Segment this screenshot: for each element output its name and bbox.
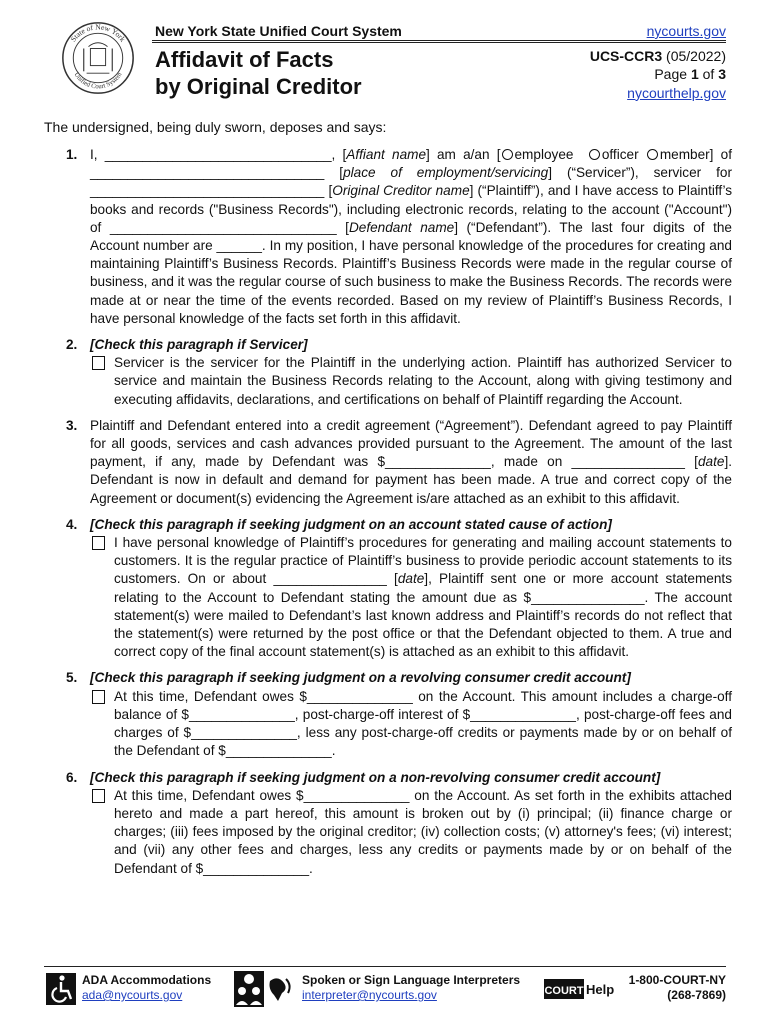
accessibility-icon bbox=[46, 973, 76, 1005]
title-line-1: Affidavit of Facts bbox=[155, 47, 334, 72]
ada-email-link[interactable]: ada@nycourts.gov bbox=[82, 988, 183, 1002]
interpreter-email-link[interactable]: interpreter@nycourts.gov bbox=[302, 988, 437, 1002]
phone-info bbox=[629, 973, 726, 1003]
paragraph-5: 5. [Check this paragraph if seeking judgment on a revolving consumer credit account] At this time, Defendant owes $______________ on the Account. This amount includes a charge-off balance of $______________, post-charge-off interest of $______________, post-charge-off fees and charges of $______________, less any post-charge-off credits or payments made by or on behalf of the Defendant of $______________. bbox=[66, 670, 732, 759]
revolving-credit-checkbox[interactable] bbox=[92, 690, 105, 704]
state-seal-logo bbox=[60, 20, 136, 96]
nycourts-link[interactable]: nycourts.gov bbox=[646, 23, 726, 39]
header-meta bbox=[590, 22, 726, 102]
interpreter-icon bbox=[234, 971, 296, 1007]
court-help-logo bbox=[544, 977, 618, 1001]
phone-number: (268-7869) bbox=[667, 988, 726, 1002]
phone-label: 1-800-COURT-NY bbox=[628, 973, 726, 987]
employee-radio[interactable] bbox=[502, 149, 513, 160]
paragraph-5-heading: [Check this paragraph if seeking judgment on a revolving consumer credit account] bbox=[90, 670, 631, 686]
interpreter-title: Spoken or Sign Language Interpreters bbox=[302, 973, 521, 987]
paragraph-2-heading: [Check this paragraph if Servicer] bbox=[90, 337, 308, 353]
page-indicator: Page 1 of 3 bbox=[654, 66, 726, 82]
title-line-2: by Original Creditor bbox=[155, 74, 362, 99]
svg-text:State of New York: State of New York bbox=[68, 22, 128, 44]
svg-text:COURT: COURT bbox=[544, 985, 584, 997]
paragraph-6: 6. [Check this paragraph if seeking judgment on a non-revolving consumer credit account] At this time, Defendant owes $______________ on the Account. As set forth in the exhibits attached hereto and made a part hereof, this amount is broken out by (i) principal; (ii) finance charge or charges; (iii) fees imposed by the original creditor; (iv) collection costs; (v) attorney's fees; (vi) interest; and (vii) any other fees and charges, less any credits or payments made by or on behalf of the Defendant of $______________. bbox=[66, 769, 732, 876]
paragraph-1: 1. I, ______________________________, [Affiant name] am a/an [ employee officer member] of _______________________________ [place of employment/servicing] (“Servicer”), servicer for _______________________________ [Original Creditor name] (“Plaintiff”), and I have access to Plaintiff’s books and records ("Business Records"), including electronic records, relating to the account ("Account") of ______________________________ [Defendant name] (“Defendant”). The last four digits of the Account number are ______. In my position, I have personal knowledge of the procedures for creating and maintaining Plaintiff’s Business Records. Plaintiff’s Business Records were made in the regular course of business, and it was the regular course of such business to make the Business Records. The records were made at or near the time of the events recorded. Based on my review of Plaintiff’s Business Records, I have personal knowledge of the facts set forth in this affidavit. bbox=[66, 147, 733, 326]
footer bbox=[44, 966, 726, 1010]
affidavit-body bbox=[56, 146, 732, 886]
account-stated-checkbox[interactable] bbox=[92, 536, 105, 550]
document-title bbox=[155, 46, 362, 100]
ada-title: ADA Accommodations bbox=[82, 973, 212, 987]
paragraph-2: 2. [Check this paragraph if Servicer] Servicer is the servicer for the Plaintiff in the underlying action. Plaintiff has authorized Servicer to service and maintain the Business Records relating to the Account, along with giving testimony and executing affidavits, declarations, and certifications on behalf of Plaintiff regarding the Account. bbox=[66, 337, 732, 407]
paragraph-3: 3. Plaintiff and Defendant entered into a credit agreement (“Agreement”). Defendant agreed to pay Plaintiff for all goods, services and cash advances provided pursuant to the Agreement. The amount of the last payment, if any, made by Defendant was $______________, made on _______________ [date]. Defendant is now in default and demand for payment has been made. A true and correct copy of the Agreement or document(s) evidencing the Agreement is/are attached as an exhibit to this affidavit. bbox=[66, 417, 732, 506]
intro-statement: The undersigned, being duly sworn, deposes and says: bbox=[44, 119, 387, 135]
servicer-checkbox[interactable] bbox=[92, 356, 105, 370]
organization-name: New York State Unified Court System bbox=[155, 23, 402, 39]
paragraph-6-heading: [Check this paragraph if seeking judgment on a non-revolving consumer credit account] bbox=[90, 769, 661, 785]
non-revolving-credit-checkbox[interactable] bbox=[92, 789, 105, 803]
svg-text:Help: Help bbox=[586, 982, 615, 997]
officer-radio[interactable] bbox=[589, 149, 600, 160]
form-code: UCS-CCR3 (05/2022) bbox=[589, 47, 726, 64]
paragraph-4: 4. [Check this paragraph if seeking judgment on an account stated cause of action] I have personal knowledge of Plaintiff’s procedures for generating and mailing account statements to customers. It is the regular practice of Plaintiff’s business to provide periodic account statements to its customers. On or about _______________ [date], Plaintiff sent one or more account statements relating to the Account to Defendant stating the amount due as $_______________. The account statement(s) were mailed to Defendant’s last known address and Plaintiff’s records do not reflect that the statement(s) were returned by the post office or that the Defendant objected to them. A true and correct copy of the final account statement(s) is attached as an exhibit to this affidavit. bbox=[66, 516, 733, 660]
svg-text:Unified Court System: Unified Court System bbox=[72, 71, 124, 91]
member-radio[interactable] bbox=[647, 149, 658, 160]
paragraph-4-heading: [Check this paragraph if seeking judgment on an account stated cause of action] bbox=[90, 516, 612, 532]
nycourthelp-link[interactable]: nycourthelp.gov bbox=[627, 84, 726, 101]
